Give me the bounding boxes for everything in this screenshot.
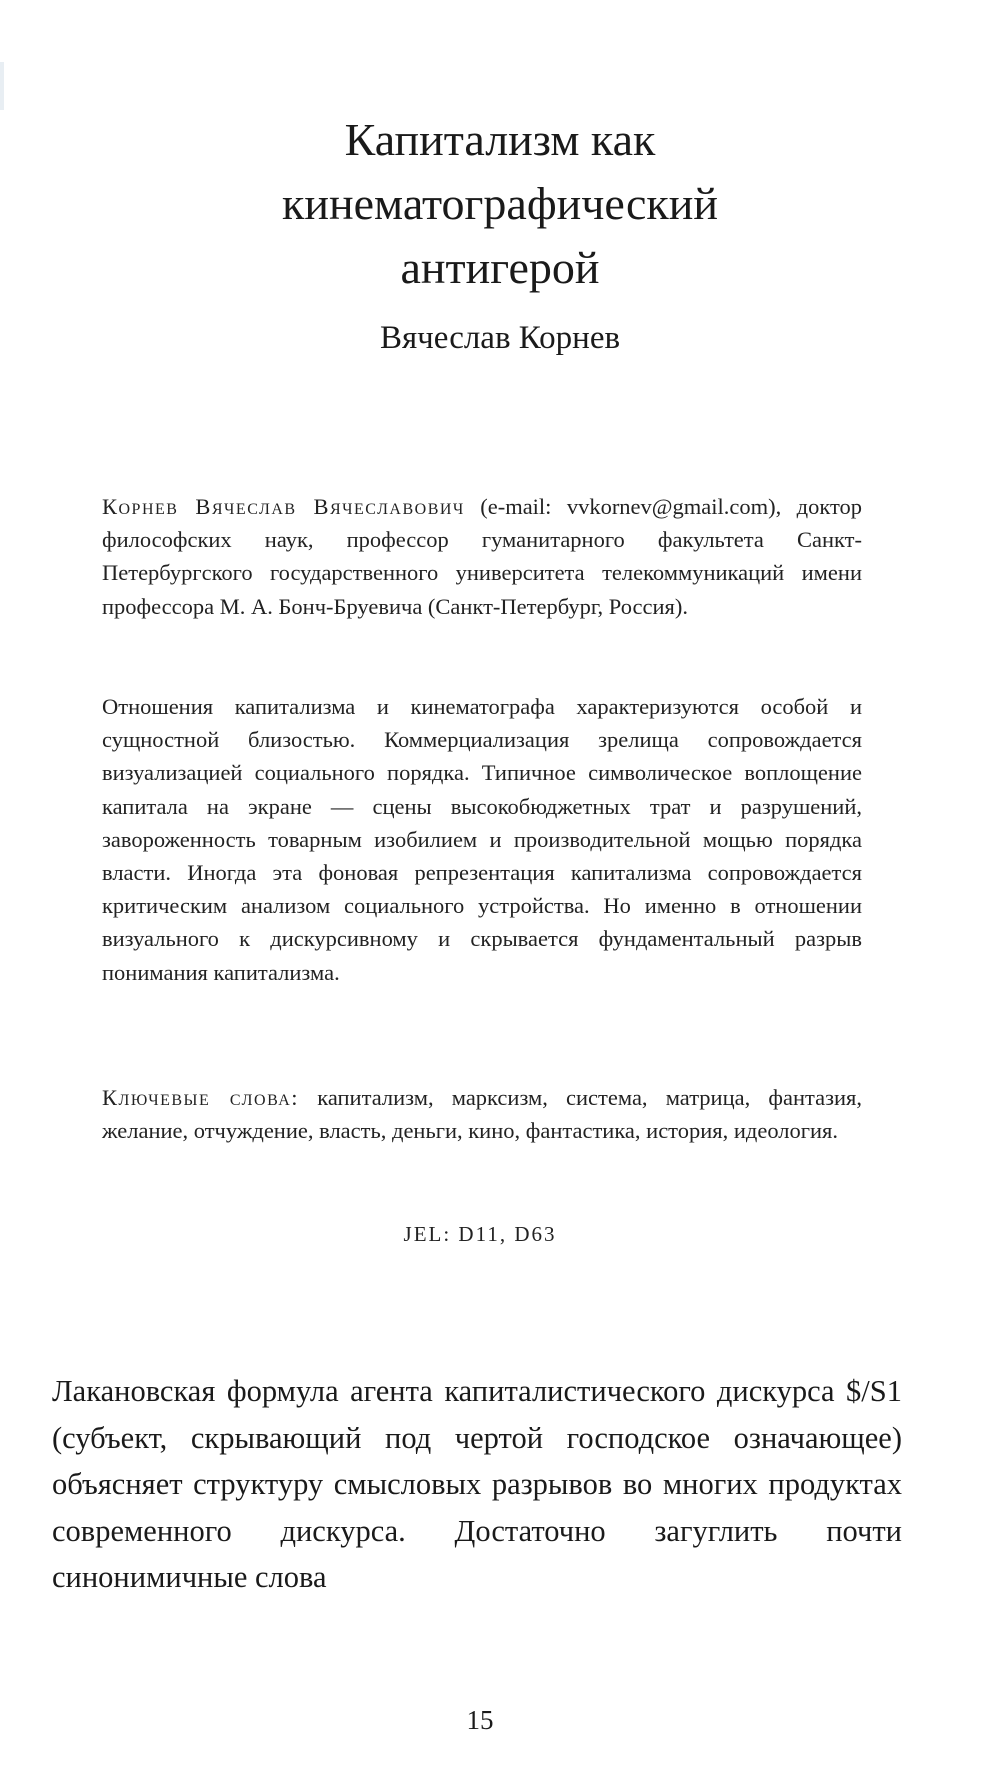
title-line-2: кинематографический xyxy=(282,178,718,229)
keywords-label: Ключевые слова: xyxy=(102,1085,300,1110)
scan-edge-mark xyxy=(0,62,4,110)
page-number: 15 xyxy=(466,1705,494,1735)
bio-text: (e-mail: vvkornev@gmail.com), доктор философских наук, профессор гуманитарного факультета Санкт-Петербургского государственного университета телекоммуникаций имени профессора М. А. Бонч-Бруевича (Санкт-Петербург, Россия). xyxy=(102,494,862,619)
jel-codes: JEL: D11, D63 xyxy=(403,1222,557,1246)
article-author: Вячеслав Корнев xyxy=(379,320,621,356)
author-bio xyxy=(102,490,862,623)
body-paragraph: Лакановская формула агента капиталистического дискурса $/S1 (субъект, скрывающий под чертой господское означающее) объясняет структуру смысловых разрывов во многих продуктах современного дискурса. Достаточно загуглить почти синонимичные слова xyxy=(52,1374,902,1594)
title-line-3: антигерой xyxy=(400,242,600,293)
article-title xyxy=(100,108,900,300)
keywords-text: капитализм, марксизм, система, матрица, фантазия, желание, отчуждение, власть, деньги, кино, фантастика, история, идеология. xyxy=(102,1085,863,1144)
title-line-1: Капитализм как xyxy=(344,114,656,165)
bio-name: Корнев Вячеслав Вячеславович xyxy=(102,494,465,519)
keywords xyxy=(102,1081,862,1147)
abstract-text: Отношения капитализма и кинематографа характеризуются особой и сущностной близостью. Коммерциализация зрелища сопровождается визуализацией социального порядка. Типичное символическое воплощение капитала на экране — сцены высокобюджетных трат и разрушений, завороженность товарным изобилием и производительной мощью порядка власти. Иногда эта фоновая репрезентация капитализма сопровождается критическим анализом социального устройства. Но именно в отношении визуального к дискурсивному и скрывается фундаментальный разрыв понимания капитализма. xyxy=(102,694,862,985)
